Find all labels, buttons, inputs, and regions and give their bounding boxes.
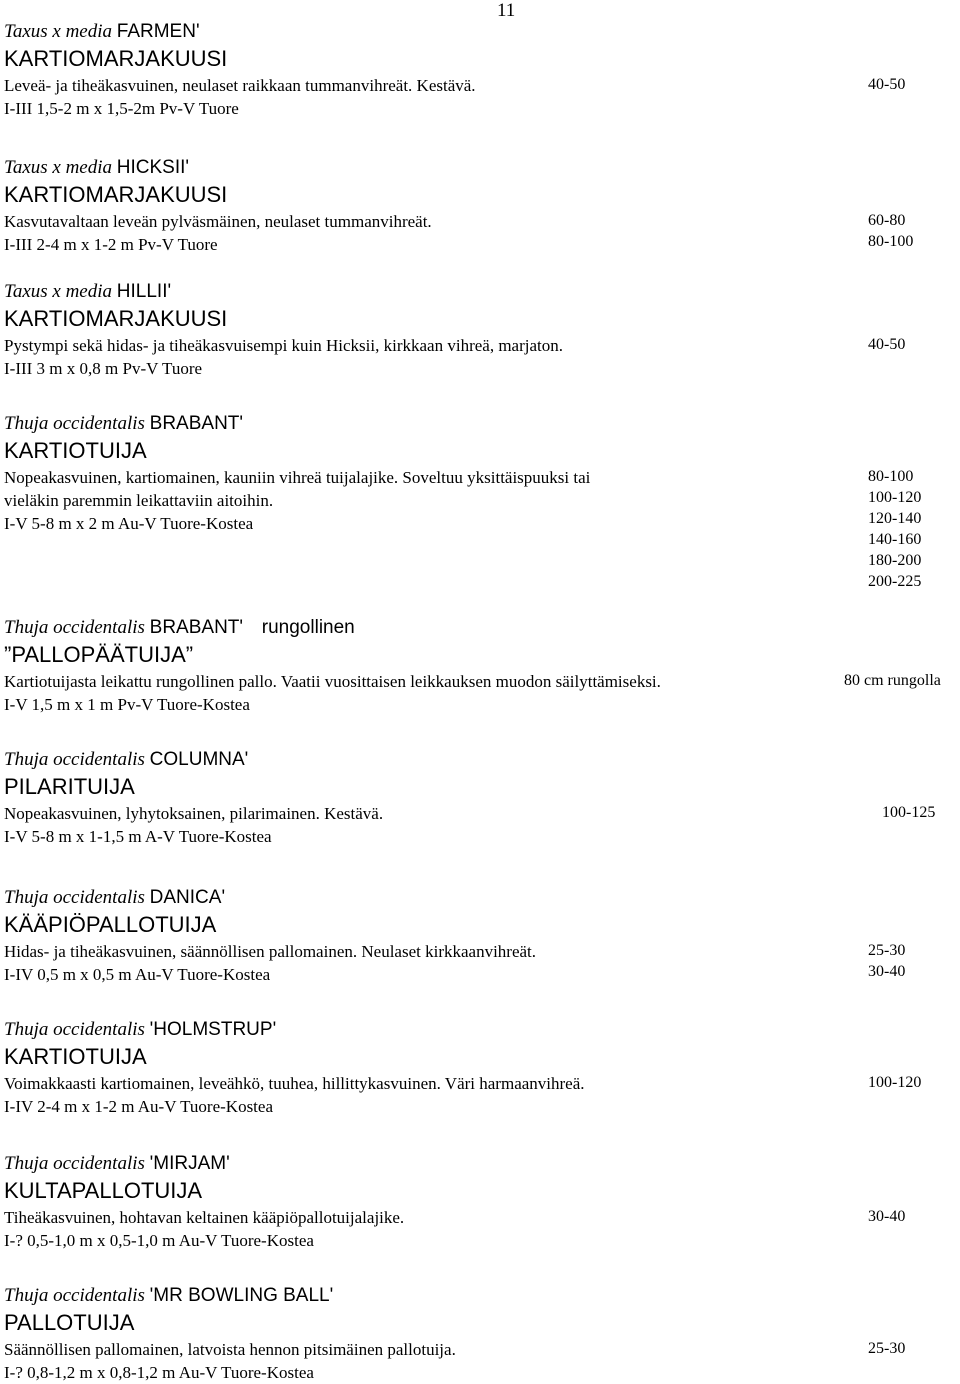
spec-line: I-III 1,5-2 m x 1,5-2m Pv-V Tuore: [4, 99, 239, 118]
common-name: ”PALLOPÄÄTUIJA”: [4, 642, 194, 667]
description: Voimakkaasti kartiomainen, leveähkö, tuuhea, hillittykasvuinen. Väri harmaanvihreä.: [4, 1074, 585, 1093]
latin-name: Thuja occidentalis: [4, 1153, 145, 1174]
species-name: [4, 280, 954, 304]
cultivar-name: BRABANT': [149, 413, 244, 434]
spec-line: I-? 0,5-1,0 m x 0,5-1,0 m Au-V Tuore-Kostea: [4, 1231, 314, 1250]
latin-name: Thuja occidentalis: [4, 413, 145, 434]
cultivar-name: HILLII': [116, 281, 172, 302]
spec-line: I-V 5-8 m x 2 m Au-V Tuore-Kostea: [4, 514, 254, 533]
description: vieläkin paremmin leikattaviin aitoihin.: [4, 491, 274, 510]
common-name: KARTIOMARJAKUUSI: [4, 182, 228, 207]
cultivar-name: COLUMNA': [149, 749, 249, 770]
spec-line: I-V 1,5 m x 1 m Pv-V Tuore-Kostea: [4, 695, 250, 714]
spec-line: I-III 2-4 m x 1-2 m Pv-V Tuore: [4, 235, 218, 254]
common-name: KARTIOTUIJA: [4, 438, 147, 463]
latin-name: Taxus x media: [4, 21, 113, 42]
cultivar-name: 'MIRJAM': [149, 1153, 230, 1174]
size-value: 120-140: [868, 510, 922, 527]
size-value: 100-120: [868, 489, 922, 506]
size-list: [868, 334, 905, 355]
common-name: PILARITUIJA: [4, 774, 135, 799]
size-value: 25-30: [868, 942, 906, 959]
species-name: [4, 1284, 954, 1308]
description: Nopeakasvuinen, lyhytoksainen, pilarimainen. Kestävä.: [4, 804, 384, 823]
plant-entry: [4, 1018, 954, 1118]
species-name: [4, 886, 954, 910]
cultivar-name: FARMEN': [116, 21, 200, 42]
size-list: [868, 1206, 905, 1227]
cultivar-name: 'HOLMSTRUP': [149, 1019, 277, 1040]
description: Nopeakasvuinen, kartiomainen, kauniin vihreä tuijalajike. Soveltuu yksittäispuuksi tai: [4, 468, 591, 487]
cultivar-name: BRABANT': [149, 617, 244, 638]
species-name: [4, 412, 954, 436]
size-value: 40-50: [868, 76, 906, 93]
plant-entry: [4, 1152, 954, 1252]
common-name: KULTAPALLOTUIJA: [4, 1178, 203, 1203]
spec-line: I-IV 2-4 m x 1-2 m Au-V Tuore-Kostea: [4, 1097, 273, 1116]
plant-entry: [4, 280, 954, 380]
description: Säännöllisen pallomainen, latvoista hennon pitsimäinen pallotuija.: [4, 1340, 456, 1359]
cultivar-name: DANICA': [149, 887, 226, 908]
plant-entry: [4, 748, 954, 848]
latin-name: Taxus x media: [4, 281, 113, 302]
description: Pystympi sekä hidas- ja tiheäkasvuisempi kuin Hicksii, kirkkaan vihreä, marjaton.: [4, 336, 563, 355]
common-name: KARTIOMARJAKUUSI: [4, 46, 228, 71]
size-value: 200-225: [868, 573, 922, 590]
common-name: PALLOTUIJA: [4, 1310, 135, 1335]
size-value: 30-40: [868, 963, 906, 980]
spec-line: I-? 0,8-1,2 m x 0,8-1,2 m Au-V Tuore-Kostea: [4, 1363, 314, 1382]
common-name: KÄÄPIÖPALLOTUIJA: [4, 912, 217, 937]
species-name: [4, 1018, 954, 1042]
latin-name: Taxus x media: [4, 157, 113, 178]
common-name: KARTIOMARJAKUUSI: [4, 306, 228, 331]
size-value: 80-100: [868, 233, 914, 250]
plant-entry: [4, 886, 954, 986]
size-value: 25-30: [868, 1340, 906, 1357]
size-value: 40-50: [868, 336, 906, 353]
size-list: [868, 74, 905, 95]
cultivar-name: 'MR BOWLING BALL': [149, 1285, 334, 1306]
plant-entry: [4, 1284, 954, 1384]
latin-name: Thuja occidentalis: [4, 1019, 145, 1040]
size-value: 80 cm rungolla: [844, 672, 941, 689]
species-name: [4, 748, 954, 772]
size-list: [844, 670, 941, 691]
species-name: [4, 616, 954, 640]
common-name: KARTIOTUIJA: [4, 1044, 147, 1069]
plant-entry: [4, 412, 954, 590]
latin-name: Thuja occidentalis: [4, 1285, 145, 1306]
size-value: 100-125: [882, 804, 936, 821]
cultivar-name: HICKSII': [116, 157, 190, 178]
description: Leveä- ja tiheäkasvuinen, neulaset raikkaan tummanvihreät. Kestävä.: [4, 76, 476, 95]
latin-name: Thuja occidentalis: [4, 617, 145, 638]
size-list: [882, 802, 935, 823]
species-name: [4, 156, 954, 180]
description: Kasvutavaltaan leveän pylväsmäinen, neulaset tummanvihreät.: [4, 212, 432, 231]
plant-entry: [4, 616, 954, 716]
spec-line: I-III 3 m x 0,8 m Pv-V Tuore: [4, 359, 203, 378]
size-value: 180-200: [868, 552, 922, 569]
size-value: 140-160: [868, 531, 922, 548]
size-list: [868, 1338, 905, 1359]
size-value: 100-120: [868, 1074, 922, 1091]
spec-line: I-V 5-8 m x 1-1,5 m A-V Tuore-Kostea: [4, 827, 272, 846]
plant-entry: [4, 20, 954, 120]
size-value: 30-40: [868, 1208, 906, 1225]
cultivar-suffix: rungollinen: [261, 617, 355, 638]
size-value: 80-100: [868, 468, 914, 485]
latin-name: Thuja occidentalis: [4, 749, 145, 770]
page-number: 11: [497, 0, 516, 21]
size-value: 60-80: [868, 212, 906, 229]
size-list: [868, 1072, 921, 1093]
description: Tiheäkasvuinen, hohtavan keltainen kääpiöpallotuijalajike.: [4, 1208, 405, 1227]
species-name: [4, 1152, 954, 1176]
description: Kartiotuijasta leikattu rungollinen pallo. Vaatii vuosittaisen leikkauksen muodon säilyttämiseksi.: [4, 672, 661, 691]
spec-line: I-IV 0,5 m x 0,5 m Au-V Tuore-Kostea: [4, 965, 271, 984]
species-name: [4, 20, 954, 44]
plant-entry: [4, 156, 954, 256]
latin-name: Thuja occidentalis: [4, 887, 145, 908]
description: Hidas- ja tiheäkasvuinen, säännöllisen pallomainen. Neulaset kirkkaanvihreät.: [4, 942, 537, 961]
